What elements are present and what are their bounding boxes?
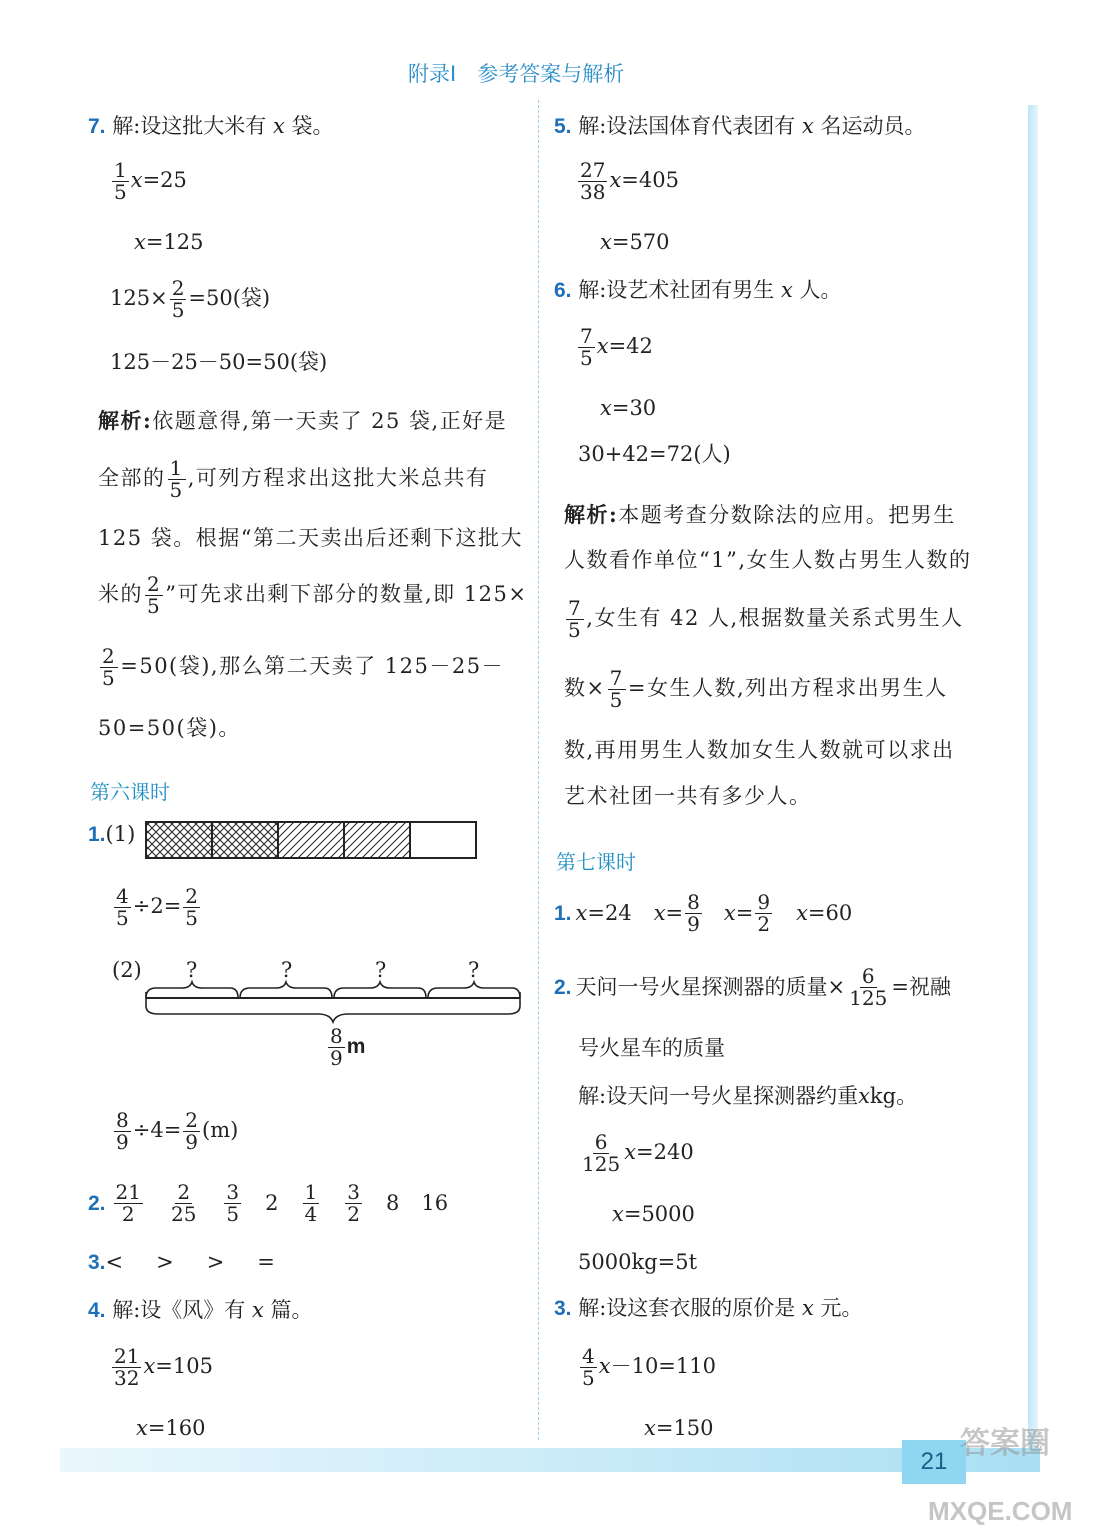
q4-eq1: $\frac{21}{32}$ x=105: [114, 1344, 213, 1390]
lesson7-q2-line2: 号火星车的质量: [578, 1036, 725, 1060]
lesson7-q3-eq2: x=150: [644, 1416, 714, 1440]
fraction: $\frac{1}{4}$: [304, 1180, 318, 1226]
q7-eq3: 125× $\frac{2}{5}$ =50(袋): [110, 276, 271, 322]
fraction: $\frac{9}{2}$: [757, 890, 771, 936]
q-mark: ?: [468, 958, 480, 982]
q6-explanation-line4: 数× $\frac{7}{5}$ =女生人数,列出方程求出男生人: [564, 666, 948, 712]
fraction: $\frac{2}{5}$: [102, 644, 117, 690]
lesson7-q3-eq1: $\frac{4}{5}$ x－10=110: [582, 1344, 716, 1390]
fraction: $\frac{2}{25}$: [170, 1180, 197, 1226]
lesson6-title: 第六课时: [90, 780, 170, 804]
q1-eq2: $\frac{8}{9}$ ÷4= $\frac{2}{9}$ (m): [116, 1108, 239, 1154]
fraction: $\frac{1}{5}$: [169, 456, 184, 502]
watermark-logo: 答案圈: [960, 1426, 1050, 1461]
upper-brace: [428, 982, 520, 998]
q6-explanation-line1: 解析:本题考查分数除法的应用。把男生: [564, 502, 956, 527]
q6-explanation-line3: $\frac{7}{5}$ ,女生有 42 人,根据数量关系式男生人: [568, 596, 964, 642]
lower-brace: [146, 1006, 520, 1022]
fraction: $\frac{1}{5}$: [114, 158, 127, 204]
watermark-url: MXQE.COM: [928, 1496, 1073, 1526]
q6-eq2: x=30: [600, 396, 657, 420]
q6-eq3: 30+42=72(人): [578, 442, 731, 466]
fraction: $\frac{3}{2}$: [347, 1180, 360, 1226]
q4-eq2: x=160: [136, 1416, 206, 1440]
q-mark: ?: [375, 958, 387, 982]
q5-heading: 5. 解:设法国体育代表团有 x 名运动员。: [554, 114, 926, 138]
bar-segment-hatch: [278, 822, 344, 858]
lesson7-q3-heading: 3. 解:设这套衣服的原价是 x 元。: [554, 1296, 863, 1320]
fraction-bar-diagram: [144, 820, 480, 862]
bar-segment-empty: [410, 822, 476, 858]
q3-answers: 3.< > > =: [88, 1250, 281, 1274]
q1-part1-label: 1.(1): [88, 822, 136, 846]
fraction: $\frac{7}{5}$: [580, 324, 593, 370]
q5-eq2: x=570: [600, 230, 670, 254]
upper-brace: [240, 982, 332, 998]
q7-explanation-line6: 50=50(袋)。: [98, 716, 241, 740]
q6-eq1: $\frac{7}{5}$ x=42: [580, 324, 653, 370]
side-band: [1028, 105, 1038, 1455]
q-mark: ?: [186, 958, 198, 982]
q7-eq4: 125－25－50=50(袋): [110, 350, 328, 374]
fraction: $\frac{2}{5}$: [185, 884, 199, 930]
upper-brace: [334, 982, 426, 998]
fraction: $\frac{2}{5}$: [171, 276, 185, 322]
fraction: $\frac{3}{5}$: [226, 1180, 240, 1226]
page-number: 21: [902, 1440, 966, 1484]
fraction: $\frac{6}{125}$: [849, 964, 888, 1010]
bottom-band: [60, 1448, 1040, 1472]
column-divider: [538, 100, 539, 1440]
upper-brace: [146, 982, 238, 998]
q2-answers: 2. $\frac{21}{2}$ $\frac{2}{25}$ $\frac{3}{5}$ 2 $\frac{1}{4}$ $\frac{3}{2}$ 8 16: [88, 1180, 449, 1226]
q7-explanation-line2: 全部的 $\frac{1}{5}$ ,可列方程求出这批大米总共有: [98, 456, 489, 502]
fraction: $\frac{21}{32}$: [114, 1344, 140, 1390]
fraction: $\frac{7}{5}$: [609, 666, 624, 712]
lesson7-q2-line3: 解:设天问一号火星探测器约重xkg。: [578, 1084, 918, 1108]
fraction: $\frac{4}{5}$: [116, 884, 129, 930]
fraction: $\frac{7}{5}$: [568, 596, 583, 642]
fraction: $\frac{2}{9}$: [185, 1108, 199, 1154]
q7-explanation-line5: $\frac{2}{5}$ =50(袋),那么第二天卖了 125－25－: [102, 644, 505, 690]
q7-heading: 7. 解:设这批大米有 x 袋。: [88, 114, 334, 138]
lesson7-q1-answers: 1. x =24 x = $\frac{8}{9}$ x = $\frac{9}{2}$ x =60: [554, 890, 853, 936]
fraction: $\frac{8}{9}$: [116, 1108, 129, 1154]
fraction: $\frac{8}{9}$: [687, 890, 700, 936]
lesson7-q2-line1: 2. 天问一号火星探测器的质量× $\frac{6}{125}$ =祝融: [554, 964, 951, 1010]
page-header: 附录Ⅰ 参考答案与解析: [408, 62, 625, 86]
q5-eq1: $\frac{27}{38}$ x=405: [580, 158, 679, 204]
q6-explanation-line6: 艺术社团一共有多少人。: [564, 784, 812, 808]
fraction: $\frac{27}{38}$: [580, 158, 606, 204]
lesson7-q2-eq1: $\frac{6}{125}$ x=240: [582, 1130, 694, 1176]
fraction: $\frac{2}{5}$: [147, 572, 162, 618]
lesson7-q2-eq2: x=5000: [612, 1202, 695, 1226]
q7-eq1: $\frac{1}{5}$ x=25: [114, 158, 187, 204]
q4-heading: 4. 解:设《风》有 x 篇。: [88, 1298, 313, 1322]
bar-segment-crosshatch: [212, 822, 278, 858]
bar-segment-hatch: [344, 822, 410, 858]
q-mark: ?: [281, 958, 293, 982]
q7-explanation-line4: 米的 $\frac{2}{5}$ ”可先求出剩下部分的数量,即 125×: [98, 572, 528, 618]
fraction: $\frac{6}{125}$: [582, 1130, 621, 1176]
q7-eq2: x=125: [134, 230, 204, 254]
q7-explanation-line3: 125 袋。根据“第二天卖出后还剩下这批大: [98, 526, 523, 550]
fraction: $\frac{21}{2}$: [115, 1180, 141, 1226]
lesson7-title: 第七课时: [556, 850, 636, 874]
fraction: $\frac{4}{5}$: [582, 1344, 595, 1390]
fraction: $\frac{8}{9}$: [330, 1024, 343, 1070]
q1-part2-label: (2): [112, 958, 142, 982]
q6-explanation-line5: 数,再用男生人数加女生人数就可以求出: [564, 738, 955, 762]
q1-eq1: $\frac{4}{5}$ ÷2= $\frac{2}{5}$: [116, 884, 199, 930]
q6-explanation-line2: 人数看作单位“1”,女生人数占男生人数的: [564, 548, 972, 572]
lesson7-q2-eq3: 5000kg=5t: [578, 1250, 698, 1274]
q1-total-length: $\frac{8}{9}$ m: [330, 1024, 366, 1070]
brace-line-diagram: [142, 978, 526, 1024]
q6-heading: 6. 解:设艺术社团有男生 x 人。: [554, 278, 842, 302]
q7-explanation-line1: 解析:依题意得,第一天卖了 25 袋,正好是: [98, 408, 508, 433]
bar-segment-crosshatch: [146, 822, 212, 858]
